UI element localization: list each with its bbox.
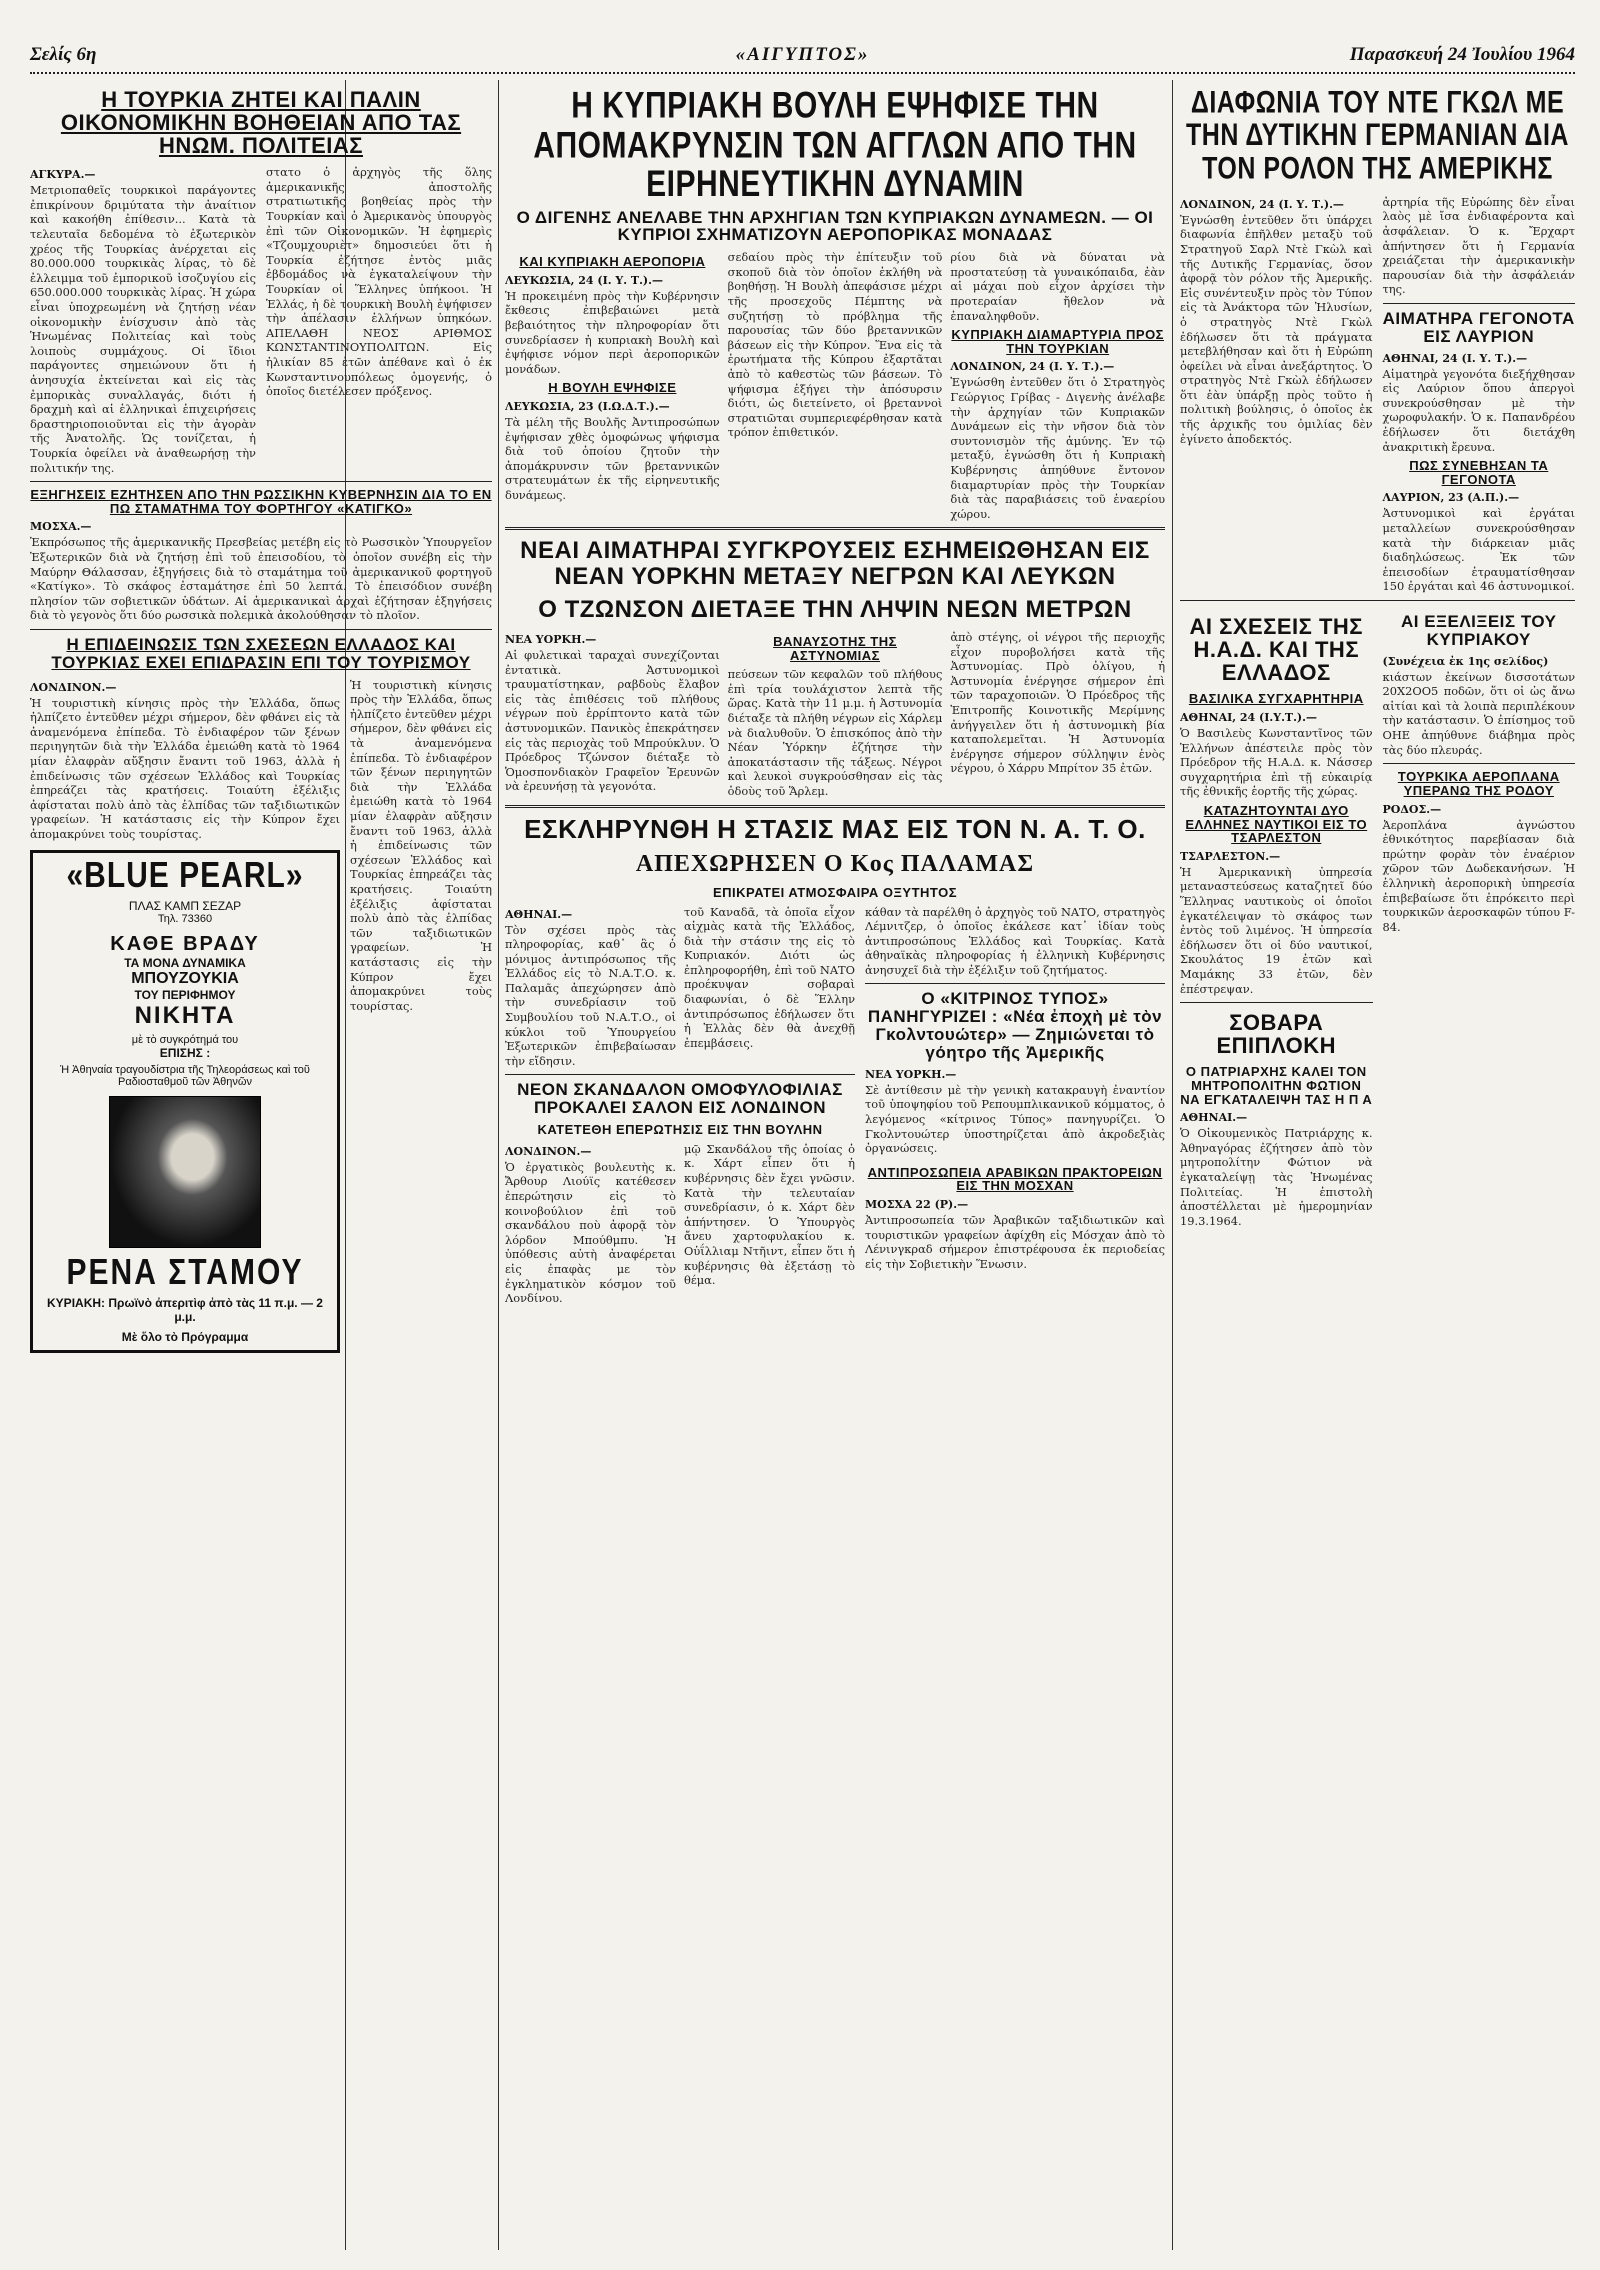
dateline: ΡΟΔΟΣ.— bbox=[1382, 802, 1442, 816]
article-headline: ΑΝΤΙΠΡΟΣΩΠΕΙΑ ΑΡΑΒΙΚΩΝ ΠΡΑΚΤΟΡΕΙΩΝ ΕΙΣ ΤΗΝ ΜΟΣΧΑΝ bbox=[867, 1164, 1163, 1194]
ad-star-name: ΡΕΝΑ ΣΤΑΜΟΥ bbox=[66, 1252, 304, 1292]
right-column bbox=[1180, 80, 1575, 2250]
article-text: Ἡ Ἀμερικανικὴ ὑπηρεσία μεταναστεύσεως καταζητεῖ δύο Ἕλληνας ναυτικοὺς οἱ ὁποῖοι ἐγκατέλειψαν τὸ σκάφος των ἐντὸς τοῦ λιμένος. Ἡ ὑπηρεσία ἐδήλωσεν ὅτι οἱ δύο ναυτικοί, Σκουλάτος 19 ἐτῶν καὶ Μαμάκης 33 ἐτῶν, δὲν ἐπέστρεψαν. bbox=[1180, 864, 1373, 996]
article-text: Ἡ προκειμένη πρὸς τὴν Κυβέρνησιν ἔκθεσις ἐπιβεβαιώνει μετὰ βεβαιότητος τὴν πληροφορίαν ὅτι συνεδρίασεν ἡ κυπριακὴ Βουλὴ καὶ ἐψήφισε νόμον περὶ ἀεροπορικῶν μονάδων. bbox=[505, 288, 720, 376]
divider bbox=[505, 1074, 855, 1075]
divider bbox=[1180, 600, 1575, 601]
dateline: ΜΟΣΧΑ.— bbox=[30, 520, 92, 534]
ad-footer: ΚΥΡΙΑΚΗ: Πρωϊνὸ ἀπεριτὶφ ἀπὸ τὰς 11 π.μ. — 2 μ.μ. bbox=[47, 1295, 323, 1324]
article-text: Ὁ Οἰκουμενικὸς Πατριάρχης κ. Ἀθηναγόρας ἐζήτησεν ἀπὸ τὸν μητροπολίτην Φώτιον νὰ ἐγκαταλείψῃ τὰς Ἡνωμένας Πολιτείας. Ἡ ἐπιστολὴ ἀποστέλλεται μὲ ἡμερομηνίαν 19.3.1964. bbox=[1180, 1126, 1373, 1228]
article-text: Αἱ φυλετικαὶ ταραχαὶ συνεχίζονται ἐντατικὰ. Ἀστυνομικοὶ τραυματίστηκαν, ραβδοὺς ἔλαβον εἰς τὰς ἐπιθέσεις τοῦ πλήθους νέγρων ποὺ ἐρρίπτοντο κατὰ τῶν ἀστυνομικῶν. Πανικὸς ἐπεκράτησεν εἰς τὰς περιοχὰς τοῦ Μπρούκλυν. Ὁ Πρόεδρος Τζώνσον διέταξε τὸ Ὁμοσπονδιακὸν Γραφεῖον Ἐρευνῶν νὰ ἐρευνήσῃ τὰ γεγονότα. bbox=[505, 647, 720, 794]
article-headline: ΑΙ ΕΞΕΛΙΞΕΙΣ ΤΟΥ ΚΥΠΡΙΑΚΟΥ bbox=[1401, 612, 1557, 649]
issue-date: Παρασκευή 24 Ἰουλίου 1964 bbox=[1349, 44, 1575, 65]
dateline: ΑΘΗΝΑΙ, 24 (Ι. Υ. Τ.).— bbox=[1382, 351, 1528, 365]
article-text: Ἀντιπροσωπεία τῶν Ἀραβικῶν ταξιδιωτικῶν καὶ τουριστικῶν γραφείων ἀφίχθη εἰς Μόσχαν ἀπὸ τὸ Λένινγκραδ σήμερον ἐπιστρέφουσα ἐκ περιοδείας εἰς τὴν Σοβιετικὴν Ἕνωσιν. bbox=[865, 1213, 1165, 1271]
ad-line: ΤΑ ΜΟΝΑ ΔΥΝΑΜΙΚΑ bbox=[124, 955, 246, 970]
article-text: ἀρτηρία τῆς Εὐρώπης δὲν εἶναι λαὸς μὲ ἴσα ἐνδιαφέροντα καὶ ἀσφάλειαν. Ὁ κ. Ἔρχαρτ ἀπήντησεν ὅτι ἡ Γερμανία χρειάζεται τὴν ἀμερικανικὴν παρουσίαν διὰ τὴν ἀσφάλειάν της. bbox=[1382, 194, 1575, 297]
page-number: Σελίς 6η bbox=[30, 44, 97, 65]
divider bbox=[30, 481, 492, 482]
ad-phone: Τηλ. 73360 bbox=[157, 912, 213, 925]
lead-story-body bbox=[505, 250, 1165, 521]
article-headline: ΚΑΤΑΖΗΤΟΥΝΤΑΙ ΔΥΟ ΕΛΛΗΝΕΣ ΝΑΥΤΙΚΟΙ ΕΙΣ ΤΟ ΤΣΑΡΛΕΣΤΟΝ bbox=[1185, 802, 1368, 846]
left-column bbox=[30, 80, 492, 2250]
dateline: ΑΘΗΝΑΙ.— bbox=[1180, 1111, 1248, 1125]
ad-address: ΠΛΑΣ ΚΑΜΠ ΣΕΖΑΡ bbox=[128, 898, 242, 913]
center-column bbox=[505, 80, 1165, 2250]
article-text: Ἀστυνομικοὶ καὶ ἐργάται μεταλλείων συνεκρούσθησαν κατὰ τὴν διάρκειαν μιᾶς διαδηλώσεως. Ἐκ τῶν ἐπεισοδίων ἐτραυματίσθησαν 150 ἐργάται καὶ 46 ἀστυνομικοί. bbox=[1382, 506, 1575, 594]
article-text: Ἀεροπλάνα ἀγνώστου ἐθνικότητος παρεβίασαν διὰ πρώτην φορὰν τὸν ἐναέριον χῶρον τῶν Δωδεκανήσων. Ἡ ἑλληνικὴ ἀεροπορικὴ ὑπηρεσία ἐπιβεβαίωσε ὅτι ἐπρόκειτο περὶ τουρκικῶν ἀεροσκαφῶν τύπου F-84. bbox=[1382, 817, 1575, 934]
article-subheadline: Ο ΠΑΤΡΙΑΡΧΗΣ ΚΑΛΕΙ ΤΟΝ ΜΗΤΡΟΠΟΛΙΤΗΝ ΦΩΤΙΟΝ ΝΑ ΕΓΚΑΤΑΛΕΙΨΗ ΤΑΣ Η Π Α bbox=[1180, 1064, 1373, 1107]
article-text: Αἱματηρὰ γεγονότα διεξήχθησαν εἰς Λαύριον ὅπου ἀπεργοὶ συνεκρούσθησαν μὲ τὴν χωροφυλακήν. Ὁ κ. Παπανδρέου ἐδήλωσεν ὅτι διετάχθη ἀνακριτικὴ ἔρευνα. bbox=[1382, 366, 1575, 454]
section-kicker: ΒΑΣΙΛΙΚΑ ΣΥΓΧΑΡΗΤΗΡΙΑ bbox=[1188, 691, 1364, 707]
ad-line: Ἡ Ἀθηναία τραγουδίστρια τῆς Τηλεοράσεως καὶ τοῦ Ραδιοσταθμοῦ τῶν Ἀθηνῶν bbox=[60, 1063, 310, 1088]
article-headline: ΑΙΜΑΤΗΡΑ ΓΕΓΟΝΟΤΑ ΕΙΣ ΛΑΥΡΙΟΝ bbox=[1382, 308, 1575, 346]
section-kicker: Η ΒΟΥΛΗ ΕΨΗΦΙΣΕ bbox=[548, 380, 677, 396]
divider bbox=[1180, 1002, 1373, 1003]
dateline: ΤΣΑΡΛΕΣΤΟΝ.— bbox=[1180, 849, 1281, 863]
article-text: Τὸν σχέσει πρὸς τὰς πληροφορίας, καθ᾽ ἃς ὁ μόνιμος ἀντιπρόσωπος τῆς Ἑλλάδος εἰς τὸ Ν.Α.Τ.Ο. κ. Παλαμᾶς ἀπεχώρησεν ἀπὸ τὴν συνεδρίασιν τοῦ Συμβουλίου τοῦ Ν.Α.Τ.Ο., οἱ κύκλοι τοῦ Ὑπουργείου Ἐξωτερικῶν ἐπιβεβαίωσαν τὴν εἴδησιν. bbox=[505, 922, 676, 1068]
ad-line: ΝΙΚΗΤΑ bbox=[134, 1001, 236, 1029]
article-text: Ἐκπρόσωπος τῆς ἀμερικανικῆς Πρεσβείας μετέβη εἰς τὸ Ρωσσικὸν Ὑπουργεῖον Ἐξωτερικῶν διὰ νὰ ζητήσῃ ἐπὶ τοῦ ἐπεισοδίου, τὸ ὁποῖον συνέβη εἰς τὴν Μαύρην Θάλασσαν, ἐξηγήσεις διὰ τὸ σταμάτημα τοῦ ἀμερικανικοῦ φορτηγοῦ «Κατίγκο». Τὸ σκάφος ἐσταμάτησε ἐπὶ 50 λεπτά. Τὸ ἐπεισόδιον συνέβη πλησίον τῶν σοβιετικῶν ὑδάτων. Αἱ ἀμερικανικαὶ ἀρχαὶ ἐζήτησαν ἐξηγήσεις διὰ τὸ γεγονὸς ὅτι δύο ρωσσικὰ πολεμικὰ ἀκολούθησαν τὸ πλοῖον. bbox=[30, 535, 492, 623]
article-headline: Ο «ΚΙΤΡΙΝΟΣ ΤΥΠΟΣ» ΠΑΝΗΓΥΡΙΖΕΙ : «Νέα ἐποχὴ μὲ τὸν Γκολντουώτερ» — Ζημιώνεται τὸ γόητρο τῆς Ἀμερικῆς bbox=[867, 989, 1163, 1062]
article-text: Ἡ τουριστικὴ κίνησις πρὸς τὴν Ἑλλάδα, ὅπως ἠλπίζετο ἐντεῦθεν μέχρι σήμερον, δὲν φθάνει εἰς τὰ ἀναμενόμενα ἐπίπεδα. Τὸ ἐνδιαφέρον τῶν ξένων περιηγητῶν διὰ τὴν Ἑλλάδα ἐμειώθη κατὰ τὸ 1964 μίαν ἐλαφρὰν αὔξησιν ἔναντι τοῦ 1963, ἀλλὰ ἡ ἐπιδείνωσις τῶν σχέσεων Ἑλλάδος καὶ Τουρκίας ἐπηρεάζει τὰς κρατήσεις. Τοιαύτη ἐξέλιξις ἀφίσταται πολὺ ἀπὸ τὰς ἐλπίδας τῶν ταξιδιωτικῶν γραφείων. Ἡ κατάστασις εἰς τὴν Κύπρον ἔχει ἀπομακρύνει τοὺς τουρίστας. bbox=[350, 677, 492, 1013]
masthead bbox=[30, 42, 1575, 74]
article-headline: ΤΟΥΡΚΙΚΑ ΑΕΡΟΠΛΑΝΑ ΥΠΕΡΑΝΩ ΤΗΣ ΡΟΔΟΥ bbox=[1397, 769, 1560, 798]
article-text: Ὁ ἐργατικὸς βουλευτὴς κ. Ἄρθουρ Λιούϊς κατέθεσεν ἐπερώτησιν εἰς τὸ κοινοβούλιον ἐπὶ τοῦ σκανδάλου ποὺ ἀφορᾷ τὸν λόρδον Μπούθμπυ. Ἡ ὑπόθεσις αὐτὴ ἀναφέρεται εἰς ἐπαφὰς με τὸν ἐγκληματικὸν κόσμον τοῦ Λονδίνου. bbox=[505, 1159, 676, 1306]
column-rule bbox=[1172, 80, 1173, 2250]
divider bbox=[1383, 763, 1576, 764]
dateline: ΜΟΣΧΑ 22 (Ρ).— bbox=[865, 1198, 969, 1212]
divider bbox=[865, 983, 1165, 984]
article-text: Τὰ μέλη τῆς Βουλῆς Ἀντιπροσώπων ἐψήφισαν χθὲς ὁμοφώνως ψήφισμα διὰ τοῦ ὁποίου ζητοῦν τὴν ἀπομάκρυνσιν τῶν βρεταννικῶν στρατευμάτων ἐκ τῆς εἰρηνευτικῆς δυνάμεως. bbox=[505, 415, 720, 502]
article-subheadline: ΑΠΕΧΩΡΗΣΕΝ Ο Κος ΠΑΛΑΜΑΣ bbox=[635, 850, 1035, 877]
dateline: ΑΓΚΥΡΑ.— bbox=[30, 168, 96, 182]
ad-line: ΜΠΟΥΖΟΥΚΙΑ bbox=[131, 969, 239, 987]
lead-headline: ΔΙΑΦΩΝΙΑ ΤΟΥ ΝΤΕ ΓΚΩΛ ΜΕ ΤΗΝ ΔΥΤΙΚΗΝ ΓΕΡΜΑΝΙΑΝ ΔΙΑ ΤΟΝ ΡΟΛΟΝ ΤΗΣ ΑΜΕΡΙΚΗΣ bbox=[1186, 84, 1569, 186]
article-text: Μετριοπαθεῖς τουρκικοὶ παράγοντες ἐπικρίνουν δριμύτατα τὴν ἀναίτιον καὶ κακοήθη ἐπίθεσιν... Κατὰ τὰ τελευταῖα δεδομένα τὸ ἐξωτερικὸν χρέος τῆς Τουρκίας ἀνέρχεται εἰς 80.000.000 τουρκικὰς λίρας, τὸ δὲ ἐλλειμμα τοῦ ἐμπορικοῦ ἰσοζυγίου εἰς 650.000.000 τουρκικὰς λίρας. Ἡ χώρα εἶναι ὑποχρεωμένη νὰ ζητήσῃ νέαν οἰκονομικὴν ἐνίσχυσιν ἀπὸ τὰς Ἡνωμένας Πολιτείας καὶ τοὺς λοιποὺς συμμάχους. Οἱ ἴδιοι παράγοντες σημειώνουν ὅτι ἡ ἀνησυχία ἐκτείνεται καὶ εἰς τὰς ἐμπορικὰς συναλλαγάς, διότι ἡ δραχμὴ καὶ αἱ ἑλληνικαὶ ἐπιχειρήσεις δραστηριοποιοῦνται εἰς τὴν ἀγορὰν τῆς Ἀνατολῆς. Ὡς τονίζεται, ἡ Τουρκία ὀφείλει νὰ ἀναθεωρήσῃ τὴν πολιτικήν της. bbox=[30, 183, 256, 475]
article-headline: Η ΤΟΥΡΚΙΑ ΖΗΤΕΙ ΚΑΙ ΠΑΛΙΝ ΟΙΚΟΝΟΜΙΚΗΝ ΒΟΗΘΕΙΑΝ ΑΠΟ ΤΑΣ ΗΝΩΜ. ΠΟΛΙΤΕΙΑΣ bbox=[60, 87, 462, 159]
section-kicker: ΒΑΝΑΥΣΟΤΗΣ ΤΗΣ ΑΣΤΥΝΟΜΙΑΣ bbox=[773, 633, 897, 663]
dateline: ΛΟΝΔΙΝΟΝ.— bbox=[30, 680, 117, 694]
ad-line: ΤΟΥ ΠΕΡΙΦΗΜΟΥ bbox=[134, 987, 236, 1002]
dateline: ΛΟΝΔΙΝΟΝ, 24 (Ι. Υ. Τ.).— bbox=[950, 360, 1115, 374]
article-text: στατο ὁ ἀρχηγὸς τῆς ὅλης ἀμερικανικῆς ἀποστολῆς στρατιωτικῆς βοηθείας πρὸς τὴν Τουρκίαν καὶ ὁ Ἀμερικανὸς ὑπουργὸς ἐπὶ τῶν Οἰκονομικῶν. Ἡ ἐφημερὶς «Τζουμχουριὲτ» δημοσιεύει ὅτι ἡ Τουρκία ἐζήτησε ἐντὸς μιᾶς ἑβδομάδος νὰ ἐγκαταλείψουν τὴν Τουρκίαν οἱ Ἕλληνες ὑπήκοοι. Ἡ Ἑλλάς, ἡ δὲ τουρκικὴ Βουλὴ ἐψήφισεν τὴν ἀπέλασιν ἑλλήνων ὑπηκόων. ΑΠΕΛΑΘΗ ΝΕΟΣ ΑΡΙΘΜΟΣ ΚΩΝΣΤΑΝΤΙΝΟΥΠΟΛΙΤΩΝ. Εἰς ἡλικίαν 85 ἐτῶν ἀπέθανε καὶ ὁ ἐκ Κωνσταντινουπόλεως ὁμογενής, ὁ ὁποῖος διετέλεσεν πρόξενος. bbox=[266, 165, 492, 399]
article-subheadline: Ο ΤΖΩΝΣΟΝ ΔΙΕΤΑΞΕ ΤΗΝ ΛΗΨΙΝ ΝΕΩΝ ΜΕΤΡΩΝ bbox=[538, 595, 1132, 623]
section-kicker: ΚΥΠΡΙΑΚΗ ΔΙΑΜΑΡΤΥΡΙΑ ΠΡΟΣ ΤΗΝ ΤΟΥΡΚΙΑΝ bbox=[951, 327, 1164, 356]
lead-headline: Η ΚΥΠΡΙΑΚΗ ΒΟΥΛΗ ΕΨΗΦΙΣΕ ΤΗΝ ΑΠΟΜΑΚΡΥΝΣΙΝ ΤΩΝ ΑΓΓΛΩΝ ΑΠΟ ΤΗΝ ΕΙΡΗΝΕΥΤΙΚΗΝ ΔΥΝΑΜΙΝ bbox=[533, 84, 1137, 205]
article-headline: ΕΣΚΛΗΡΥΝΘΗ Η ΣΤΑΣΙΣ ΜΑΣ ΕΙΣ ΤΟΝ Ν. Α. Τ. Ο. bbox=[524, 813, 1146, 844]
article-text: Ἡ τουριστικὴ κίνησις πρὸς τὴν Ἑλλάδα, ὅπως ἠλπίζετο ἐντεῦθεν μέχρι σήμερον, δὲν φθάνει εἰς τὰ ἀναμενόμενα ἐπίπεδα. Τὸ ἐνδιαφέρον τῶν ξένων περιηγητῶν διὰ τὴν Ἑλλάδα ἐμειώθη κατὰ τὸ 1964 μίαν ἐλαφρὰν αὔξησιν ἔναντι τοῦ 1963, ἀλλὰ ἡ ἐπιδείνωσις τῶν σχέσεων Ἑλλάδος καὶ Τουρκίας ἐπηρεάζει τὰς κρατήσεις. Τοιαύτη ἐξέλιξις ἀφίσταται πολὺ ἀπὸ τὰς ἐλπίδας τῶν ταξιδιωτικῶν γραφείων. Ἡ κατάστασις εἰς τὴν Κύπρον ἔχει ἀπομακρύνει τοὺς τουρίστας. bbox=[30, 695, 340, 842]
ad-line: μὲ τὸ συγκρότημά του bbox=[131, 1033, 239, 1046]
article-text: κάθαν τὰ παρέλθη ὁ ἀρχηγὸς τοῦ ΝΑΤΟ, στρατηγὸς Λέμνιτζερ, ὁ ὁποῖος ἐκάλεσε κατ᾽ ἰδίαν τοὺς ἀντιπροσώπους Ἑλλάδος καὶ Τουρκίας. Κατὰ ἀθηναϊκὰς πληροφορίας ἡ ἑλληνικὴ Κυβέρνησις ἀνησυχεῖ διὰ τὴν ἐξέλιξιν τοῦ ζητήματος. bbox=[865, 904, 1165, 977]
lead-subheadline: Ο ΔΙΓΕΝΗΣ ΑΝΕΛΑΒΕ ΤΗΝ ΑΡΧΗΓΙΑΝ ΤΩΝ ΚΥΠΡΙΑΚΩΝ ΔΥΝΑΜΕΩΝ. — ΟΙ ΚΥΠΡΙΟΙ ΣΧΗΜΑΤΙΖΟΥΝ ΑΕΡΟΠΟΡΙΚΑΣ ΜΟΝΑΔΑΣ bbox=[516, 207, 1154, 245]
continuation-note: (Συνέχεια ἐκ 1ης σελίδος) bbox=[1382, 654, 1549, 668]
article-text: τοῦ Καναδᾶ, τὰ ὁποῖα εἶχον αἰχμὰς κατὰ τῆς Ἑλλάδος, διὰ τὴν στάσιν της εἰς τὸ Κυπριακόν. Διότι ὡς ἐπληροφορήθη, ἐπὶ τοῦ ΝΑΤΟ προέκυψαν σοβαραὶ διαφωνίαι, ὁ δὲ Ἕλλην ἀντιπρόσωπος ἐδήλωσεν ὅτι ἡ Ἑλλὰς δὲν θὰ ἀνεχθῇ ἐπεμβάσεις. bbox=[684, 904, 855, 1050]
dateline: ΝΕΑ ΥΟΡΚΗ.— bbox=[865, 1067, 957, 1081]
section-kicker: ΚΑΙ ΚΥΠΡΙΑΚΗ ΑΕΡΟΠΟΡΙΑ bbox=[519, 254, 706, 270]
article-headline: ΣΟΒΑΡΑ ΕΠΙΠΛΟΚΗ bbox=[1216, 1010, 1337, 1059]
column-rule bbox=[498, 80, 499, 2250]
divider bbox=[505, 805, 1165, 808]
newspaper-name: «ΑΙΓΥΠΤΟΣ» bbox=[735, 44, 870, 65]
divider bbox=[505, 527, 1165, 530]
dateline: ΛΕΥΚΩΣΙΑ, 24 (Ι. Υ. Τ.).— bbox=[505, 273, 663, 287]
ad-line: ΕΠΙΣΗΣ : bbox=[159, 1045, 211, 1060]
article-headline: Η ΕΠΙΔΕΙΝΩΣΙΣ ΤΩΝ ΣΧΕΣΕΩΝ ΕΛΛΑΔΟΣ ΚΑΙ ΤΟΥΡΚΙΑΣ ΕΧΕΙ ΕΠΙΔΡΑΣΙΝ ΕΠΙ ΤΟΥ ΤΟΥΡΙΣΜΟΥ bbox=[51, 635, 471, 672]
dateline: ΛΑΥΡΙΟΝ, 23 (Α.Π.).— bbox=[1382, 491, 1520, 505]
article-headline: ΑΙ ΣΧΕΣΕΙΣ ΤΗΣ Η.Α.Δ. ΚΑΙ ΤΗΣ ΕΛΛΑΔΟΣ bbox=[1189, 614, 1363, 686]
advertisement-blue-pearl bbox=[30, 850, 340, 1353]
article-text: Ἐγνώσθη ἐντεῦθεν ὅτι ὁ Στρατηγὸς Γεώργιος Γρίβας - Διγενὴς ἀνέλαβε τὴν ἀρχηγίαν τῶν Κυπριακῶν Δυνάμεων εἰς τὴν νῆσον διὰ τὸν συντονισμὸν τῆς ἀμύνης. Ἐν τῷ μεταξύ, ἐγνώσθη ὅτι ἡ Κυπριακὴ Κυβέρνησις ἀπηύθυνε ἔντονον διαμαρτυρίαν πρὸς τὴν Τουρκίαν διὰ τὰς παραβιάσεις τοῦ ἐναερίου χώρου. bbox=[950, 375, 1165, 521]
article-headline: ΠΩΣ ΣΥΝΕΒΗΣΑΝ ΤΑ ΓΕΓΟΝΟΤΑ bbox=[1409, 458, 1549, 487]
ad-title: «BLUE PEARL» bbox=[66, 855, 304, 895]
dateline: ΛΟΝΔΙΝΟΝ, 24 (Ι. Υ. Τ.).— bbox=[1180, 197, 1344, 211]
section-kicker: ΕΠΙΚΡΑΤΕΙ ΑΤΜΟΣΦΑΙΡΑ ΟΞΥΤΗΤΟΣ bbox=[712, 884, 958, 900]
dateline: ΛΕΥΚΩΣΙΑ, 23 (Ι.Ω.Δ.Τ.).— bbox=[505, 400, 670, 414]
divider bbox=[30, 629, 492, 630]
article-body bbox=[30, 165, 492, 475]
article-text: πεύσεων τῶν κεφαλῶν τοῦ πλήθους ἐπὶ τρία τουλάχιστον λεπτὰ τῆς ὥρας. Κατὰ τὴν 11 μ.μ. ἡ Ἀστυνομία διέταξε τὰ πλήθη νέγρων εἰς Χάρλεμ νὰ διαλυθοῦν. Ὁ ἐπισκόπος ἀπὸ τὴν Νέαν Ὑόρκην ἐζήτησε τὴν ἀποκατάστασιν τῆς τάξεως. Νέγροι καὶ λευκοὶ συγκρούσθησαν εἰς τὰς ὁδοὺς τοῦ Ἅρλεμ. bbox=[727, 667, 943, 798]
dateline: ΑΘΗΝΑΙ.— bbox=[505, 907, 573, 921]
article-text: Ὁ Βασιλεὺς Κωνσταντῖνος τῶν Ἑλλήνων ἀπέστειλε πρὸς τὸν Πρόεδρον τῆς Η.Α.Δ. κ. Νάσσερ συγχαρητήρια ἐπὶ τῇ εὐκαιρίᾳ τῆς ἐθνικῆς ἑορτῆς τῆς χώρας. bbox=[1180, 725, 1373, 799]
section-kicker: ΚΑΤΕΤΕΘΗ ΕΠΕΡΩΤΗΣΙΣ ΕΙΣ ΤΗΝ ΒΟΥΛΗΝ bbox=[537, 1122, 823, 1138]
article-text: σεδαίου πρὸς τὴν ἐπίτευξιν τοῦ σκοποῦ διὰ τὸν ὁποῖον ἐκλήθη νὰ βοηθήσῃ. Ἡ Βουλὴ ἀπεφάσισε μέχρι τῆς προσεχοῦς Πέμπτης νὰ συζητήσῃ τὸ πρόβλημα τῆς παρουσίας τῶν δύο βρεταννικῶν βάσεων εἰς τὴν Κύπρον. Ἕνα εἰς τὰ ἐρωτήματα τῆς Κύπρου ἐξαρτᾶται ἀπὸ τὸ καθεστὼς τῶν βάσεων. Τὸ ψήφισμα ἐξήγει τὴν ἀπόσυρσιν διότι, ὡς διετείνετο, οἱ βρεταννοὶ στρατιῶται συμπεριεφέρθησαν κατὰ τρόπον ἐπιθετικόν. bbox=[727, 250, 943, 440]
article-text: ρίου διὰ νὰ δύναται νὰ προστατεύσῃ τὰ γυναικόπαιδα, ἐὰν αἱ μάχαι ποὺ εἶχον ἀρχίσει τὴν προτεραίαν ἤθελον νὰ ἐπαναληφθοῦν. bbox=[950, 250, 1165, 323]
divider bbox=[1383, 303, 1576, 304]
article-text: μῷ Σκανδάλου τῆς ὁποίας ὁ κ. Χάρτ εἶπεν ὅτι ἡ κυβέρνησις δὲν ἔχει γνῶσιν. Κατὰ τὴν τελευταίαν συνεδρίασιν, ὁ κ. Χάρτ δὲν ἀπήντησεν. Ὁ Ὑπουργὸς ἄνευ χαρτοφυλακίου κ. Οὐΐλλιαμ Ντῆιντ, εἶπεν ὅτι ἡ κυβέρνησις θὰ ἐξετάσῃ τὸ θέμα. bbox=[684, 1141, 855, 1288]
dateline: ΛΟΝΔΙΝΟΝ.— bbox=[505, 1144, 592, 1158]
article-headline: ΕΞΗΓΗΣΕΙΣ ΕΖΗΤΗΣΕΝ ΑΠΟ ΤΗΝ ΡΩΣΣΙΚΗΝ ΚΥΒΕΡΝΗΣΙΝ ΔΙΑ ΤΟ ΕΝ ΠΩ ΣΤΑΜΑΤΗΜΑ ΤΟΥ ΦΟΡΤΗΓΟΥ «ΚΑΤΙΓΚΟ» bbox=[30, 487, 492, 516]
article-text: Ἐγνώσθη ἐντεῦθεν ὅτι ὑπάρχει διαφωνία ἐπῆλθεν μεταξὺ τοῦ Στρατηγοῦ Σαρλ Ντὲ Γκὼλ καὶ τῆς Δυτικῆς Γερμανίας, ὅσον ἀφορᾷ τὸν ρόλον τῆς Ἀμερικῆς. Εἰς συνέντευξιν πρὸς τὸν Τύπον εἰς τὰ Ἀνάκτορα τῶν Ἠλυσίων, ὁ στρατηγὸς Ντὲ Γκὼλ ἐδήλωσεν ὅτι τὰ πράγματα μετεβλήθησαν καὶ ὅτι ἡ Εὐρώπη ὀφείλει νὰ εἶναι ἀνεξάρτητος. Ὁ στρατηγὸς Ντὲ Γκὼλ ἐδήλωσεν ὅτι ἐὰν ὑπάρξῃ πρὸς τοῦτο ἡ πολιτικὴ βούλησις, ὁ ὁποῖος ἐκ τῆς ἀρχικῆς του ὁμιλίας δὲν ἐγίνετο ἀποδεκτός. bbox=[1180, 212, 1373, 446]
dateline: ΝΕΑ ΥΟΡΚΗ.— bbox=[505, 632, 597, 646]
article-text: ἀπὸ στέγης, οἱ νέγροι τῆς περιοχῆς εἶχον πυροβολήσει κατὰ τῆς Ἀστυνομίας. Πρὸ ὀλίγου, ἡ Ἀστυνομία ἐνέργησε σήμερον ἐπὶ τῶν ταραχοποιῶν. Ὁ Πρόεδρος τῆς Ἐπιτροπῆς Κοινοτικῆς Μερίμνης ἀνήγγειλεν ὅτι ἡ ἀστυνομικὴ βία καταπολεμεῖται. Ἡ Ἀστυνομία ἐνέργησε σήμερον σύλληψιν ἑνὸς νέγρου, ὁ Χάρρυ Μπρίτον 35 ἐτῶν. bbox=[950, 629, 1165, 776]
article-headline: ΝΕΟΝ ΣΚΑΝΔΑΛΟΝ ΟΜΟΦΥΛΟΦΙΛΙΑΣ ΠΡΟΚΑΛΕΙ ΣΑΛΟΝ ΕΙΣ ΛΟΝΔΙΝΟΝ bbox=[517, 1080, 843, 1118]
dateline: ΑΘΗΝΑΙ, 24 (Ι.Υ.Τ.).— bbox=[1180, 710, 1317, 724]
ad-footer: Μὲ ὅλο τὸ Πρόγραμμα bbox=[121, 1329, 249, 1344]
ad-line: ΚΑΘΕ ΒΡΑΔΥ bbox=[110, 932, 260, 955]
article-text: κιάστων ἐκείνων δισσοτάτων 20Χ2ΟΟ5 ποδῶν, ὅτι οἱ ὡς ἄνω αἰτίαι καὶ τὰ λοιπὰ περιπλέκουν τὴν κατάστασιν. Ὁ ἐπίσημος τοῦ ΟΗΕ ἀπηύθυνε διάβημα πρὸς τὰς δύο πλευράς. bbox=[1382, 669, 1575, 757]
article-text: Σὲ ἀντίθεσιν μὲ τὴν γενικὴ κατακραυγὴ ἐναντίον τοῦ ὑποψηφίου τοῦ Ρεπουμπλικανικοῦ κόμματος, ὁ λεγόμενος «κίτρινος Τύπος» πανηγυρίζει. Ὁ Γκολντουώτερ ὑποστηρίζεται ἀπὸ ἀκροδεξιὰς ὀργανώσεις. bbox=[865, 1082, 1165, 1156]
article-headline: ΝΕΑΙ ΑΙΜΑΤΗΡΑΙ ΣΥΓΚΡΟΥΣΕΙΣ ΕΣΗΜΕΙΩΘΗΣΑΝ ΕΙΣ ΝΕΑΝ ΥΟΡΚΗΝ ΜΕΤΑΞΥ ΝΕΓΡΩΝ ΚΑΙ ΛΕΥΚΩΝ bbox=[520, 537, 1150, 590]
singer-photo bbox=[109, 1096, 261, 1248]
